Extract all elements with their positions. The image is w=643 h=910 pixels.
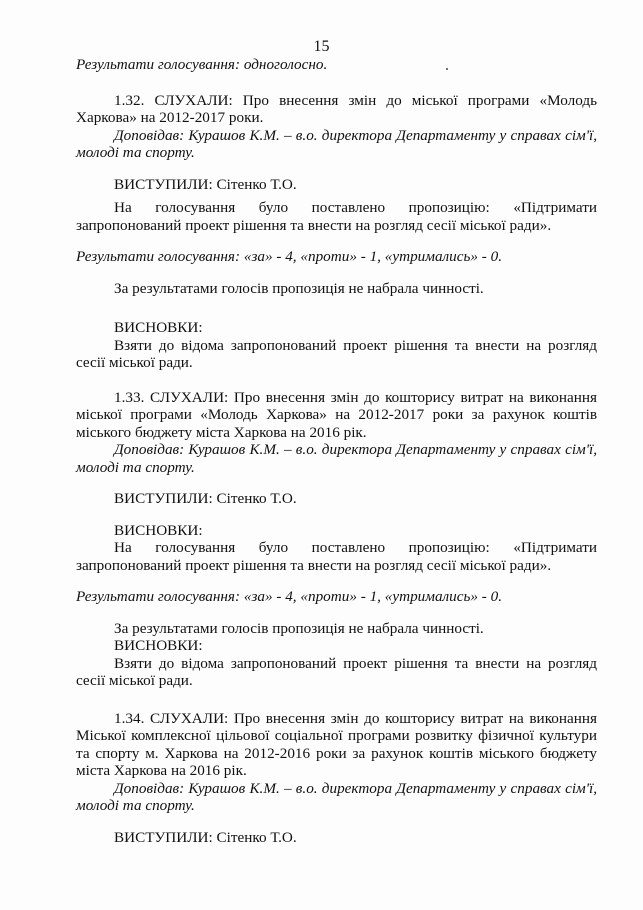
item-1-33-conclusions-heading-1: ВИСНОВКИ: xyxy=(114,521,203,539)
item-1-33-heard: 1.33. СЛУХАЛИ: Про внесення змін до кошторису витрат на виконання міської програми «Молодь Харкова» на 2012-2017 роки за рахунок коштів міського бюджету міста Харкова на 2016 рік. xyxy=(76,388,597,441)
item-1-34-spoke: ВИСТУПИЛИ: Сітенко Т.О. xyxy=(114,828,297,846)
item-1-32-vote: Результати голосування: «за» - 4, «проти» - 1, «утримались» - 0. xyxy=(76,248,503,265)
item-1-33-vote: Результати голосування: «за» - 4, «проти» - 1, «утримались» - 0. xyxy=(76,588,503,605)
item-1-32-conclusions: Взяти до відома запропонований проект рішення та внести на розгляд сесії міської ради. xyxy=(76,336,597,371)
item-1-34-speaker: Доповідав: Курашов К.М. – в.о. директора Департаменту у справах сім'ї, молоді та спорту. xyxy=(76,779,597,814)
page-number: 15 xyxy=(313,38,330,55)
item-1-33-result: За результатами голосів пропозиція не набрала чинності. xyxy=(114,619,484,637)
item-1-32-conclusions-heading: ВИСНОВКИ: xyxy=(114,319,203,336)
item-1-32-proposal: На голосування було поставлено пропозицію: «Підтримати запропонований проект рішення та внести на розгляд сесії міської ради». xyxy=(76,199,597,234)
vote-result-top: Результати голосування: одноголосно. xyxy=(76,56,328,73)
item-1-33-conclusions: Взяти до відома запропонований проект рішення та внести на розгляд сесії міської ради. xyxy=(76,654,597,689)
item-1-32-speaker: Доповідав: Курашов К.М. – в.о. директора Департаменту у справах сім'ї, молоді та спорту. xyxy=(76,126,597,161)
item-1-33-conclusions-heading-2: ВИСНОВКИ: xyxy=(114,637,203,654)
item-1-32-heard: 1.32. СЛУХАЛИ: Про внесення змін до міської програми «Молодь Харкова» на 2012-2017 роки. xyxy=(76,91,597,126)
page-content xyxy=(76,56,597,846)
item-1-33-speaker: Доповідав: Курашов К.М. – в.о. директора Департаменту у справах сім'ї, молоді та спорту. xyxy=(76,441,597,476)
item-1-32-spoke: ВИСТУПИЛИ: Сітенко Т.О. xyxy=(114,175,297,193)
item-1-34-heard: 1.34. СЛУХАЛИ: Про внесення змін до кошторису витрат на виконання Міської комплексної цільової соціальної програми розвитку фізичної культури та спорту м. Харкова на 2012-2016 роки за рахунок коштів міського бюджету міста Харкова на 2016 рік. xyxy=(76,709,597,779)
item-1-32-result: За результатами голосів пропозиція не набрала чинності. xyxy=(114,279,484,297)
item-1-33-proposal: На голосування було поставлено пропозицію: «Підтримати запропонований проект рішення та внести на розгляд сесії міської ради». xyxy=(76,539,597,574)
item-1-33-spoke: ВИСТУПИЛИ: Сітенко Т.О. xyxy=(114,490,297,507)
